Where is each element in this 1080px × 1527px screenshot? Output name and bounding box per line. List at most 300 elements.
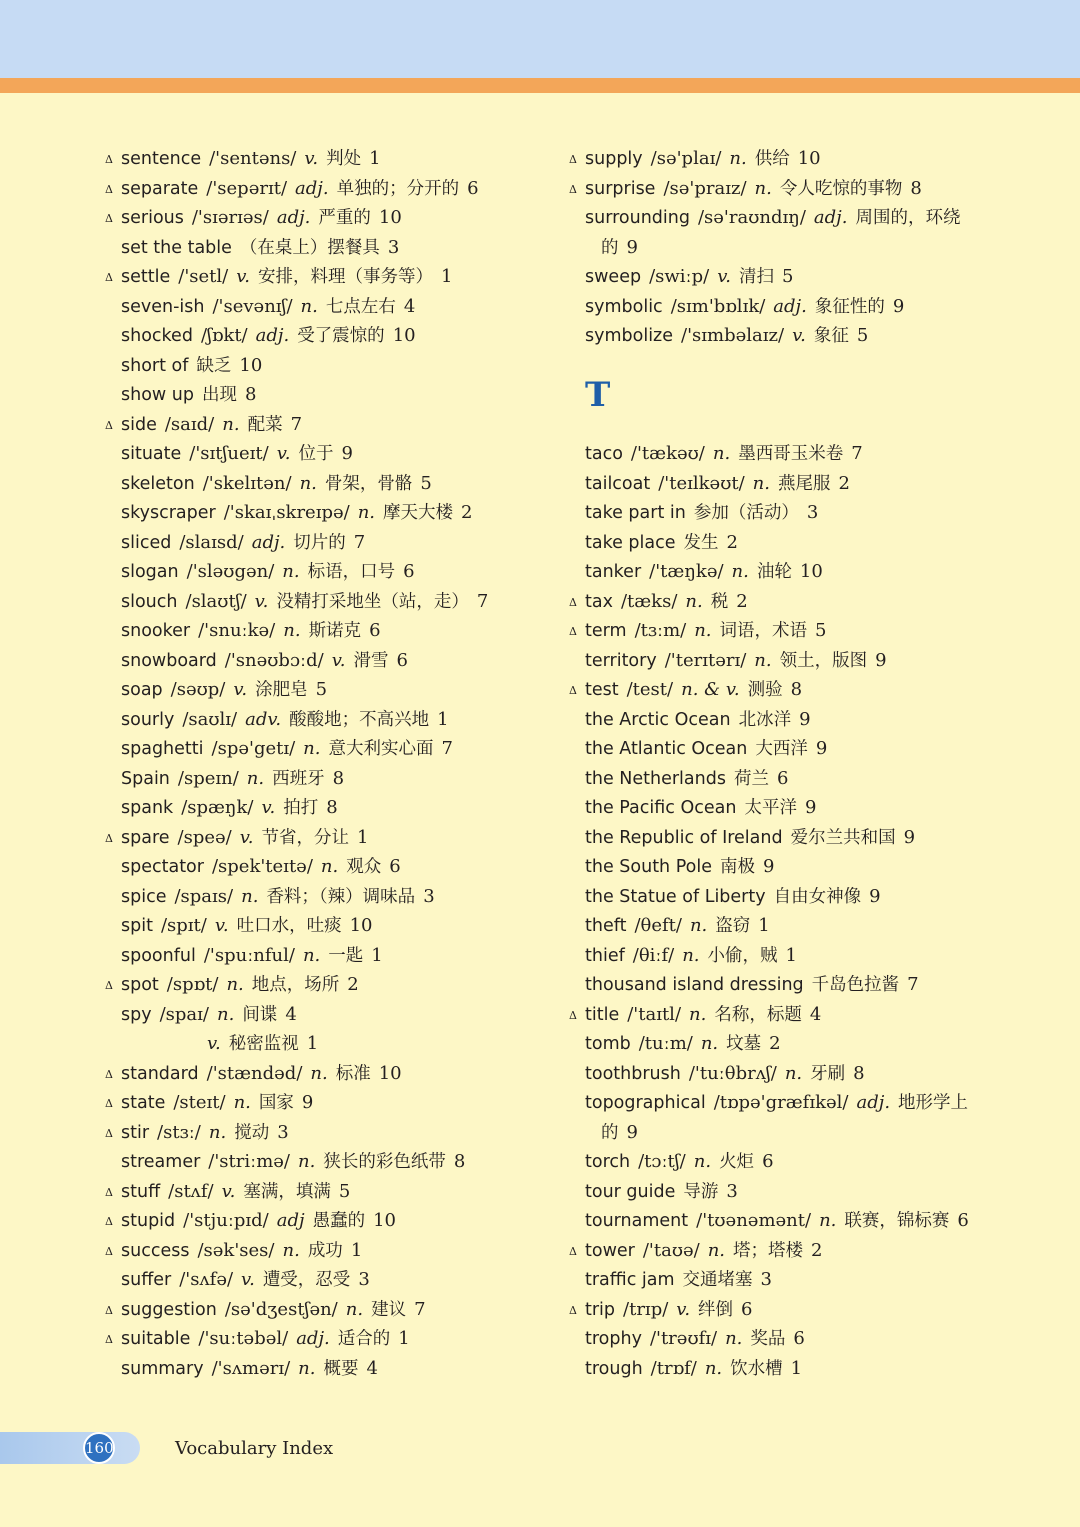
entry-definition: 北冰洋 (738, 709, 792, 730)
entry-phonetic: /'sentəns/ (209, 148, 297, 169)
entry-phonetic: /'sləʊgən/ (186, 561, 275, 582)
entry-phonetic: /'sɪərɪəs/ (191, 207, 269, 228)
entry-unit: 6 (741, 1298, 753, 1320)
entry-definition: 标准 (335, 1063, 371, 1084)
entry-word: spaghetti (121, 739, 204, 759)
index-entry (105, 144, 565, 174)
entry-unit: 10 (373, 1210, 396, 1231)
entry-phonetic: /spɪt/ (160, 915, 207, 936)
entry-part-of-speech: n. (345, 1298, 364, 1320)
entry-part-of-speech: n. (300, 295, 318, 317)
index-entry (105, 233, 565, 263)
entry-definition: 涂肥皂 (255, 680, 308, 700)
entry-part-of-speech: adj. (296, 1328, 330, 1349)
index-entry (105, 705, 565, 735)
entry-unit: 2 (461, 502, 473, 523)
entry-word: slouch (121, 591, 178, 612)
entry-unit: 4 (809, 1003, 822, 1025)
entry-word: spank (121, 798, 174, 818)
index-entry (105, 351, 565, 381)
entry-word: the Pacific Ocean (585, 798, 737, 818)
entry-word: take place (585, 532, 676, 553)
entry-unit: 2 (347, 974, 359, 995)
entry-definition: 塞满，填满 (243, 1181, 331, 1202)
index-entry (569, 1265, 1039, 1295)
entry-word: the Netherlands (585, 768, 726, 789)
index-entry (105, 1000, 565, 1030)
entry-definition: 盗窃 (715, 916, 751, 936)
entry-definition: 判处 (326, 149, 362, 169)
entry-unit: 9 (875, 649, 887, 671)
entry-word: theft (585, 916, 627, 936)
new-word-marker-icon: Δ (105, 1067, 113, 1081)
entry-word: spot (121, 975, 159, 995)
entry-unit: 9 (762, 856, 775, 877)
index-entry (105, 1295, 565, 1325)
entry-unit: 3 (387, 236, 400, 258)
entry-unit: 6 (467, 177, 479, 199)
entry-definition: 标语，口号 (307, 562, 396, 582)
entry-unit: 7 (476, 590, 489, 612)
entry-definition: 供给 (754, 149, 790, 169)
index-entry (105, 734, 565, 764)
entry-definition: 地点，场所 (251, 975, 340, 995)
entry-unit: 6 (776, 767, 789, 789)
entry-word: sliced (121, 532, 172, 553)
index-entry (105, 203, 565, 233)
entry-unit: 2 (736, 590, 748, 612)
entry-unit: 7 (414, 1298, 426, 1320)
entry-definition: 搅动 (234, 1122, 270, 1143)
entry-definition: （在桌上）摆餐具 (239, 237, 380, 258)
entry-unit: 5 (338, 1180, 351, 1202)
entry-word: tomb (585, 1034, 631, 1054)
entry-unit: 9 (799, 708, 811, 730)
index-entry (569, 174, 1039, 204)
entry-phonetic: /'snəʊbɔːd/ (224, 649, 324, 671)
entry-definition: 油轮 (756, 562, 792, 582)
entry-word: suggestion (121, 1299, 217, 1320)
entry-definition: 名称，标题 (714, 1004, 802, 1025)
entry-phonetic: /ʃɒkt/ (200, 325, 248, 346)
entry-phonetic: /spɒt/ (166, 974, 219, 995)
entry-unit: 4 (285, 1003, 297, 1025)
entry-part-of-speech: n. (222, 413, 240, 435)
entry-phonetic: /'sʌfə/ (179, 1269, 234, 1290)
entry-word: supply (585, 149, 643, 169)
entry-part-of-speech: n. (784, 1062, 803, 1084)
entry-phonetic: /slaɪsd/ (179, 531, 244, 553)
entry-part-of-speech: v. (254, 590, 269, 612)
index-entry (105, 262, 565, 292)
entry-definition: 滑雪 (353, 650, 389, 671)
entry-unit: 1 (398, 1328, 410, 1349)
entry-part-of-speech: n. (208, 1121, 227, 1143)
entry-unit: 7 (441, 738, 453, 759)
entry-phonetic: /spaɪs/ (174, 885, 234, 907)
index-entry (105, 793, 565, 823)
entry-unit: 6 (396, 649, 408, 671)
index-entry (569, 292, 1039, 322)
index-entry (105, 587, 565, 617)
index-entry (569, 882, 1039, 912)
entry-part-of-speech: n. (754, 649, 772, 671)
index-entry (569, 793, 1039, 823)
entry-definition: 概要 (323, 1358, 359, 1379)
index-entry (569, 1147, 1039, 1177)
entry-phonetic: /'skaɪˌskreɪpə/ (223, 502, 350, 523)
entry-word: spit (121, 916, 153, 936)
entry-definition: 严重的 (318, 208, 371, 228)
entry-word: test (585, 680, 619, 700)
index-entry (569, 203, 1039, 233)
entry-part-of-speech: v. (276, 443, 291, 464)
entry-phonetic: /spaɪ/ (159, 1003, 209, 1025)
new-word-marker-icon: Δ (569, 1303, 577, 1317)
entry-definition: 没精打采地坐（站，走） (276, 591, 469, 612)
entry-definition: 的 (601, 1122, 619, 1143)
entry-phonetic: /slaʊtʃ/ (185, 590, 247, 612)
entry-word: sentence (121, 149, 202, 169)
entry-phonetic: /'suːtəbəl/ (198, 1328, 289, 1349)
index-entry (105, 675, 565, 705)
entry-unit: 10 (799, 561, 823, 582)
index-entry (105, 1147, 565, 1177)
index-entry (569, 262, 1039, 292)
entry-part-of-speech: n. (226, 974, 244, 995)
entry-unit: 8 (245, 384, 257, 405)
index-entry (105, 410, 565, 440)
entry-word: thousand island dressing (585, 975, 804, 995)
entry-unit: 5 (420, 472, 432, 494)
entry-definition: 奖品 (750, 1329, 786, 1349)
entry-definition: 绊倒 (698, 1299, 734, 1320)
entry-part-of-speech: v. (221, 1180, 236, 1202)
index-entry (569, 1324, 1039, 1354)
entry-phonetic: /'tuːθbrʌʃ/ (688, 1062, 777, 1084)
index-entry (569, 1295, 1039, 1325)
entry-part-of-speech: n. & v. (681, 679, 740, 700)
entry-word: soap (121, 680, 163, 700)
entry-phonetic: /'striːmə/ (208, 1151, 290, 1172)
entry-word: tax (585, 591, 613, 612)
entry-phonetic: /saʊlɪ/ (182, 708, 238, 730)
entry-definition: 出现 (202, 385, 237, 405)
entry-definition: 南极 (719, 857, 755, 877)
entry-unit: 9 (301, 1092, 314, 1113)
index-entry (569, 498, 1039, 528)
entry-unit: 6 (403, 561, 415, 582)
entry-word: term (585, 621, 627, 641)
entry-unit: 3 (726, 1180, 738, 1202)
new-word-marker-icon: Δ (569, 595, 577, 609)
entry-phonetic: /tɔːtʃ/ (638, 1151, 686, 1172)
entry-unit: 6 (389, 856, 401, 877)
index-entry (105, 1265, 565, 1295)
index-entry (569, 557, 1039, 587)
entry-phonetic: /'stændəd/ (206, 1062, 303, 1084)
entry-word: thief (585, 945, 625, 966)
index-entry (569, 764, 1039, 794)
entry-part-of-speech: n. (725, 1328, 743, 1349)
entry-word: traffic jam (585, 1270, 675, 1290)
index-entry (569, 144, 1039, 174)
entry-definition: 千岛色拉酱 (811, 975, 900, 995)
entry-definition: 观众 (346, 857, 382, 877)
new-word-marker-icon: Δ (105, 182, 113, 196)
new-word-marker-icon: Δ (105, 1333, 113, 1346)
entry-unit: 10 (378, 1062, 402, 1084)
entry-part-of-speech: adj. (276, 207, 311, 228)
entry-unit: 1 (790, 1357, 803, 1379)
index-entry (569, 1177, 1039, 1207)
entry-word: symbolize (585, 326, 674, 346)
entry-definition: 词语，术语 (719, 621, 808, 641)
index-entry (569, 734, 1039, 764)
entry-unit: 9 (804, 797, 817, 818)
entry-phonetic: /'trəʊfɪ/ (649, 1328, 718, 1349)
entry-phonetic: /trɒf/ (650, 1357, 697, 1379)
entry-part-of-speech: adj. (856, 1092, 891, 1113)
entry-word: show up (121, 385, 194, 405)
entry-unit: 5 (815, 620, 827, 641)
entry-word: the Atlantic Ocean (585, 739, 748, 759)
entry-unit: 6 (793, 1328, 805, 1349)
entry-word: territory (585, 650, 657, 671)
entry-word: spectator (121, 857, 204, 877)
new-word-marker-icon: Δ (105, 1185, 113, 1199)
entry-unit: 4 (403, 295, 416, 317)
entry-part-of-speech: n. (302, 944, 321, 966)
entry-unit: 6 (369, 620, 381, 641)
new-word-marker-icon: Δ (569, 684, 577, 697)
entry-definition: 领土，版图 (779, 650, 868, 671)
entry-phonetic: /saɪd/ (164, 413, 215, 435)
entry-part-of-speech: n. (233, 1092, 251, 1113)
entry-unit: 9 (903, 826, 916, 848)
entry-phonetic: /'tækəʊ/ (630, 443, 705, 464)
entry-phonetic: /'terɪtərɪ/ (664, 649, 747, 671)
entry-word: sourly (121, 709, 175, 730)
entry-phonetic: /'teɪlkəʊt/ (658, 472, 745, 494)
entry-definition: 安排，料理（事务等） (257, 267, 433, 287)
index-entry (569, 469, 1039, 499)
entry-definition: 受了震惊的 (297, 326, 385, 346)
entry-definition: 切片的 (293, 532, 346, 553)
entry-word: stupid (121, 1211, 176, 1231)
entry-unit: 10 (239, 354, 263, 376)
entry-definition: 的 (601, 237, 619, 258)
entry-unit: 4 (366, 1357, 378, 1379)
entry-word: tour guide (585, 1181, 676, 1202)
entry-part-of-speech: n. (299, 472, 317, 494)
entry-part-of-speech: n. (731, 561, 749, 582)
entry-unit: 10 (392, 325, 416, 346)
entry-part-of-speech: n. (752, 472, 770, 494)
index-entry (105, 469, 565, 499)
entry-word: skeleton (121, 473, 195, 494)
footer-tab (0, 1432, 140, 1464)
entry-unit: 10 (378, 207, 402, 228)
entry-unit: 6 (957, 1210, 969, 1231)
entry-word: shocked (121, 326, 193, 346)
index-entry (569, 587, 1039, 617)
new-word-marker-icon: Δ (569, 1008, 577, 1022)
entry-phonetic: /spæŋk/ (181, 797, 254, 818)
index-entry (569, 1206, 1039, 1236)
entry-phonetic: /səʊp/ (170, 679, 226, 700)
entry-word: the South Pole (585, 857, 712, 877)
index-entry (569, 1000, 1039, 1030)
entry-part-of-speech: n. (729, 148, 747, 169)
entry-part-of-speech: adj. (295, 177, 329, 199)
entry-definition: 墨西哥玉米卷 (738, 444, 844, 464)
entry-definition: 导游 (683, 1181, 719, 1202)
entry-definition: 参加（活动） (693, 503, 799, 523)
new-word-marker-icon: Δ (105, 1097, 113, 1110)
index-entry (105, 764, 565, 794)
index-entry (569, 439, 1039, 469)
entry-phonetic: /speə/ (177, 826, 232, 848)
entry-unit: 7 (353, 531, 366, 553)
index-entry (105, 616, 565, 646)
entry-word: spy (121, 1004, 152, 1025)
entry-unit: 9 (869, 885, 881, 907)
entry-unit: 9 (626, 236, 638, 258)
entry-part-of-speech: v. (792, 325, 806, 346)
index-entry (569, 1118, 1039, 1148)
entry-phonetic: /θeft/ (634, 915, 682, 936)
entry-definition: 燕尾服 (778, 473, 831, 494)
entry-definition: 狭长的彩色纸带 (323, 1152, 446, 1172)
entry-phonetic: /sə'praɪz/ (663, 177, 747, 199)
index-entry (105, 439, 565, 469)
entry-unit: 9 (892, 295, 905, 317)
entry-definition: 摩天大楼 (383, 503, 454, 523)
index-entry (105, 911, 565, 941)
entry-definition: 斯诺克 (308, 621, 362, 641)
entry-phonetic: /speɪn/ (177, 767, 239, 789)
entry-word: separate (121, 178, 199, 199)
entry-part-of-speech: n. (685, 590, 703, 612)
index-entry (105, 1029, 565, 1059)
entry-definition: 酸酸地；不高兴地 (289, 709, 430, 730)
index-entry (105, 1177, 565, 1207)
entry-part-of-speech: n. (694, 620, 712, 641)
entry-part-of-speech: v. (331, 649, 346, 671)
entry-definition: 爱尔兰共和国 (790, 827, 896, 848)
entry-phonetic: /trɪp/ (623, 1298, 669, 1320)
index-entry (105, 1236, 565, 1266)
entry-unit: 10 (349, 915, 373, 936)
entry-part-of-speech: n. (298, 1151, 316, 1172)
index-entry (569, 911, 1039, 941)
entry-word: situate (121, 444, 182, 464)
entry-definition: 交通堵塞 (682, 1270, 753, 1290)
index-entry (105, 528, 565, 558)
entry-word: surrounding (585, 208, 690, 228)
entry-word: standard (121, 1063, 199, 1084)
entry-unit: 8 (910, 177, 922, 199)
new-word-marker-icon: Δ (105, 1244, 113, 1258)
entry-definition: 骨架，骨骼 (324, 473, 413, 494)
entry-word: surprise (585, 178, 656, 199)
entry-unit: 6 (762, 1151, 774, 1172)
entry-part-of-speech: v. (214, 915, 229, 936)
entry-definition: 自由女神像 (773, 886, 862, 907)
entry-definition: 秘密监视 (228, 1034, 299, 1054)
entry-phonetic: /'sepərɪt/ (206, 177, 288, 199)
entry-word: slogan (121, 562, 179, 582)
entry-unit: 3 (358, 1269, 370, 1290)
entry-phonetic: /sək'ses/ (197, 1239, 275, 1261)
entry-word: stir (121, 1122, 150, 1143)
entry-word: snowboard (121, 650, 217, 671)
entry-definition: 香料；（辣）调味品 (266, 886, 416, 907)
entry-definition: 西班牙 (272, 768, 325, 789)
entry-unit: 5 (781, 266, 794, 287)
entry-part-of-speech: n. (700, 1033, 719, 1054)
entry-definition: 成功 (307, 1240, 343, 1261)
entry-definition: 周围的，环绕 (855, 208, 961, 228)
entry-word: stuff (121, 1181, 161, 1202)
footer-title: Vocabulary Index (175, 1438, 334, 1459)
entry-phonetic: /θiːf/ (632, 944, 675, 966)
entry-unit: 5 (856, 325, 869, 346)
entry-part-of-speech: n. (303, 738, 321, 759)
entry-part-of-speech: v. (261, 797, 276, 818)
entry-phonetic: /sə'raʊndɪŋ/ (697, 207, 806, 228)
entry-part-of-speech: n. (241, 885, 259, 907)
entry-word: torch (585, 1152, 631, 1172)
entry-part-of-speech: n. (689, 915, 708, 936)
entry-definition: 国家 (258, 1093, 294, 1113)
entry-word: tailcoat (585, 473, 651, 494)
index-entry (105, 321, 565, 351)
index-entry (569, 1059, 1039, 1089)
entry-unit: 3 (277, 1121, 289, 1143)
entry-definition: 愚蠢的 (312, 1211, 366, 1231)
entry-unit: 9 (626, 1121, 638, 1143)
entry-part-of-speech: v. (239, 826, 254, 848)
entry-part-of-speech: adj. (813, 207, 848, 228)
entry-definition: 小偷，贼 (707, 945, 778, 966)
entry-unit: 9 (815, 738, 828, 759)
index-entry (569, 823, 1039, 853)
entry-word: suffer (121, 1270, 172, 1290)
entry-phonetic: /'sevənɪʃ/ (212, 295, 293, 317)
entry-part-of-speech: v. (676, 1298, 691, 1320)
entry-unit: 1 (306, 1033, 319, 1054)
index-entry (569, 941, 1039, 971)
index-entry (569, 675, 1039, 705)
entry-unit: 10 (797, 148, 821, 169)
entry-word: symbolic (585, 296, 663, 317)
index-entry (105, 557, 565, 587)
new-word-marker-icon: Δ (105, 1303, 113, 1317)
entry-unit: 8 (326, 797, 338, 818)
entry-unit: 1 (357, 826, 369, 848)
new-word-marker-icon: Δ (105, 1215, 113, 1228)
entry-definition: 牙刷 (810, 1063, 846, 1084)
entry-definition: 税 (710, 591, 729, 612)
index-entry (105, 646, 565, 676)
index-entry (569, 705, 1039, 735)
entry-definition: 建议 (371, 1299, 407, 1320)
entry-definition: 联赛，锦标赛 (844, 1211, 950, 1231)
index-entry (105, 380, 565, 410)
entry-part-of-speech: n. (282, 561, 300, 582)
